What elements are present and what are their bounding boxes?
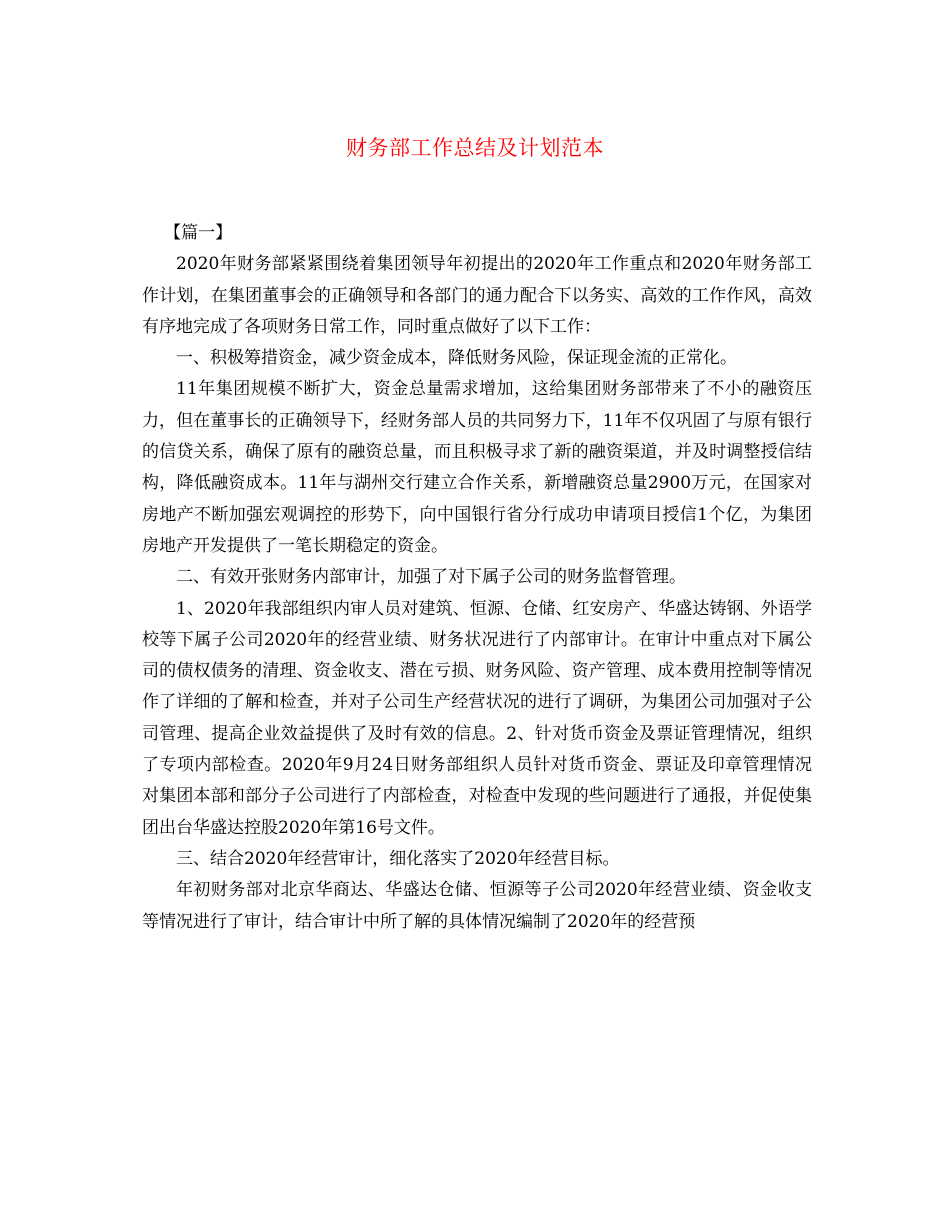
document-title: 财务部工作总结及计划范本 — [346, 136, 604, 160]
paragraph-operating-audit: 年初财务部对北京华商达、华盛达仓储、恒源等子公司2020年经营业绩、资金收支等情况进行了审计，结合审计中所了解的具体情况编制了2020年的经营预 — [142, 880, 812, 932]
section-label: 【篇一】 — [164, 223, 233, 243]
paragraph-audit: 1、2020年我部组织内审人员对建筑、恒源、仓储、红安房产、华盛达铸钢、外语学校等下属子公司2020年的经营业绩、财务状况进行了内部审计。在审计中重点对下属公司的债权债务的清理、资金收支、潜在亏损、财务风险、资产管理、成本费用控制等情况作了详细的了解和检查，并对子公司生产经营状况的进行了调研，为集团公司加强对子公司管理、提高企业效益提供了及时有效的信息。2、针对货币资金及票证管理情况，组织了专项内部检查。2020年9月24日财务部组织人员针对货币资金、票证及印章管理情况对集团本部和部分子公司进行了内部检查，对检查中发现的些问题进行了通报，并促使集团出台华盛达控股2020年第16号文件。 — [142, 598, 812, 838]
paragraph-heading-3: 三、结合2020年经营审计，细化落实了2020年经营目标。 — [176, 848, 620, 869]
paragraph-intro: 2020年财务部紧紧围绕着集团领导年初提出的2020年工作重点和2020年财务部工作计划，在集团董事会的正确领导和各部门的通力配合下以务实、高效的工作作风，高效有序地完成了各项财务日常工作，同时重点做好了以下工作： — [142, 254, 812, 337]
paragraph-financing: 11年集团规模不断扩大，资金总量需求增加，这给集团财务部带来了不小的融资压力，但在董事长的正确领导下，经财务部人员的共同努力下，11年不仅巩固了与原有银行的信贷关系，确保了原有的融资总量，而且积极寻求了新的融资渠道，并及时调整授信结构，降低融资成本。11年与湖州交行建立合作关系，新增融资总量2900万元，在国家对房地产不断加强宏观调控的形势下，向中国银行省分行成功申请项目授信1个亿，为集团房地产开发提供了一笔长期稳定的资金。 — [142, 379, 812, 556]
paragraph-heading-2: 二、有效开张财务内部审计，加强了对下属子公司的财务监督管理。 — [176, 567, 686, 588]
paragraph-heading-1: 一、积极筹措资金，减少资金成本，降低财务风险，保证现金流的正常化。 — [176, 348, 737, 369]
document-body — [142, 218, 812, 938]
